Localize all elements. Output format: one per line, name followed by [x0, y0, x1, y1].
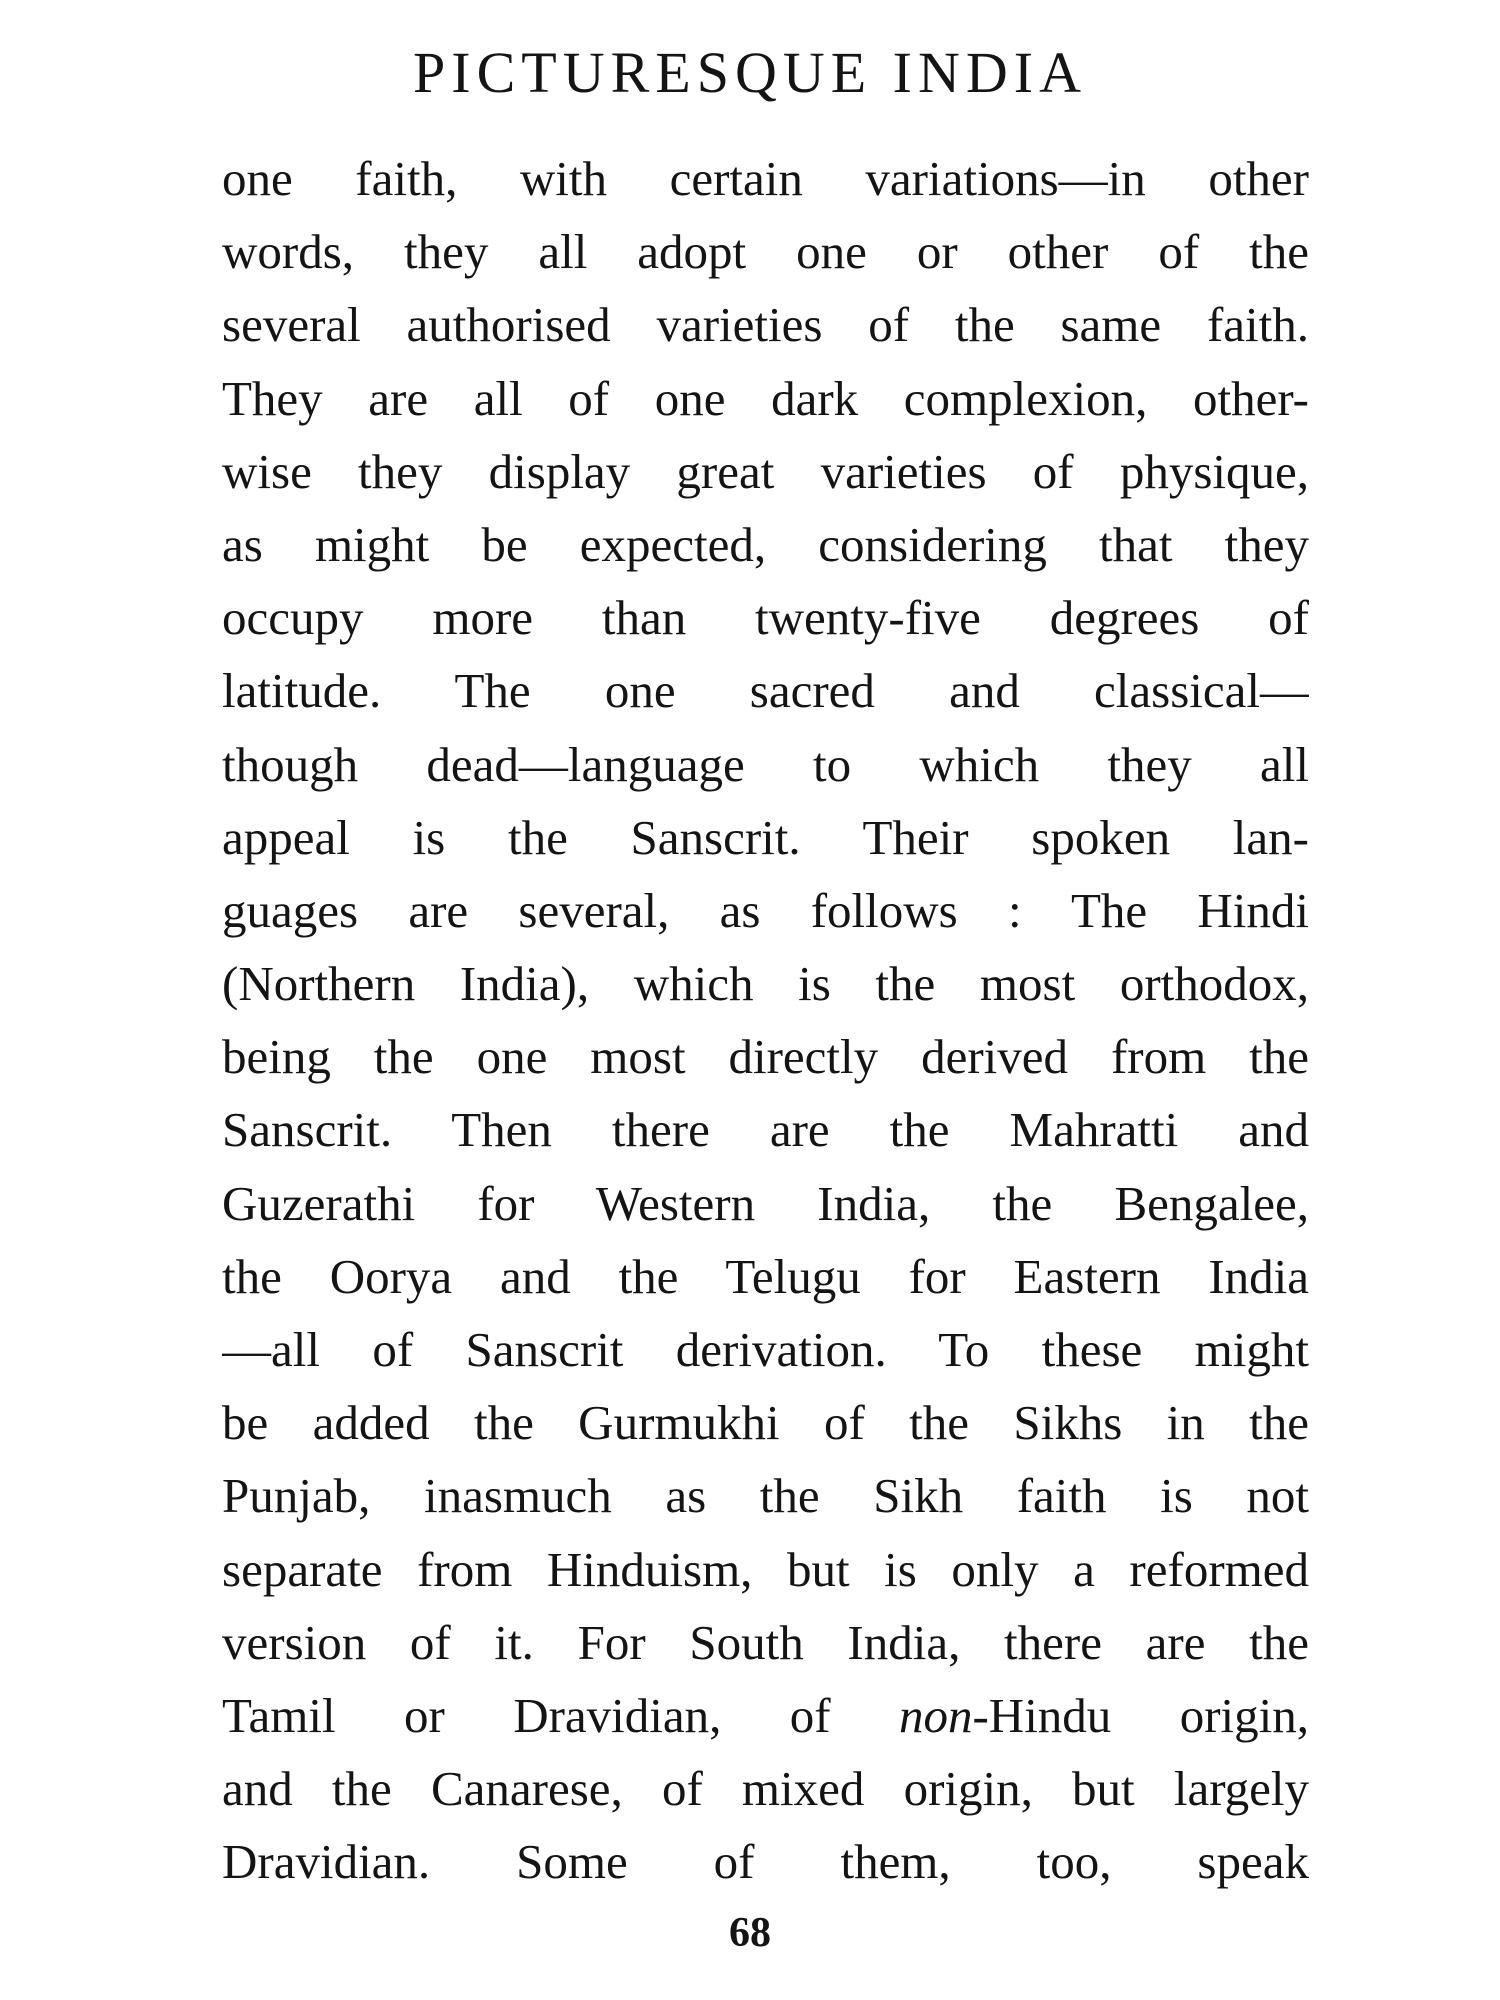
italic-word: non	[898, 1687, 973, 1743]
text-line: the Oorya and the Telugu for Eastern India	[222, 1248, 1309, 1304]
text-line: one faith, with certain variations—in other	[222, 151, 1309, 206]
text-line: Dravidian. Some of them, too, speak	[222, 1834, 1309, 1890]
text-line-with-italic	[222, 1679, 1309, 1752]
text-line: version of it. For South India, there are the	[222, 1614, 1309, 1670]
text-line: though dead—language to which they all	[222, 736, 1309, 792]
body-text	[222, 142, 1309, 1899]
text-line: They are all of one dark complexion, other-	[222, 370, 1309, 426]
text-line: appeal is the Sanscrit. Their spoken lan-	[222, 809, 1309, 865]
text-line: (Northern India), which is the most orthodox,	[222, 956, 1309, 1012]
page-number: 68	[729, 1910, 771, 1956]
text-line: as might be expected, considering that they	[222, 516, 1309, 572]
text-line: words, they all adopt one or other of the	[222, 224, 1309, 280]
text-line: Sanscrit. Then there are the Mahratti and	[222, 1102, 1309, 1158]
text-line: —all of Sanscrit derivation. To these might	[222, 1322, 1309, 1377]
text-line: be added the Gurmukhi of the Sikhs in the	[222, 1395, 1309, 1451]
text-line: occupy more than twenty-five degrees of	[222, 590, 1309, 646]
running-head: PICTURESQUE INDIA	[413, 40, 1087, 105]
text-run: -Hindu origin,	[972, 1687, 1309, 1743]
text-line: Punjab, inasmuch as the Sikh faith is not	[222, 1468, 1309, 1524]
text-line: being the one most directly derived from the	[222, 1029, 1309, 1085]
text-run: Tamil or Dravidian, of	[222, 1687, 899, 1743]
text-line: separate from Hinduism, but is only a reformed	[222, 1541, 1309, 1597]
text-line: several authorised varieties of the same faith.	[222, 297, 1309, 353]
text-line: and the Canarese, of mixed origin, but largely	[222, 1761, 1309, 1817]
text-line: wise they display great varieties of physique,	[222, 443, 1309, 499]
text-line: latitude. The one sacred and classical—	[222, 663, 1309, 719]
text-line: guages are several, as follows : The Hindi	[222, 882, 1309, 938]
text-line: Guzerathi for Western India, the Bengalee,	[222, 1175, 1309, 1231]
